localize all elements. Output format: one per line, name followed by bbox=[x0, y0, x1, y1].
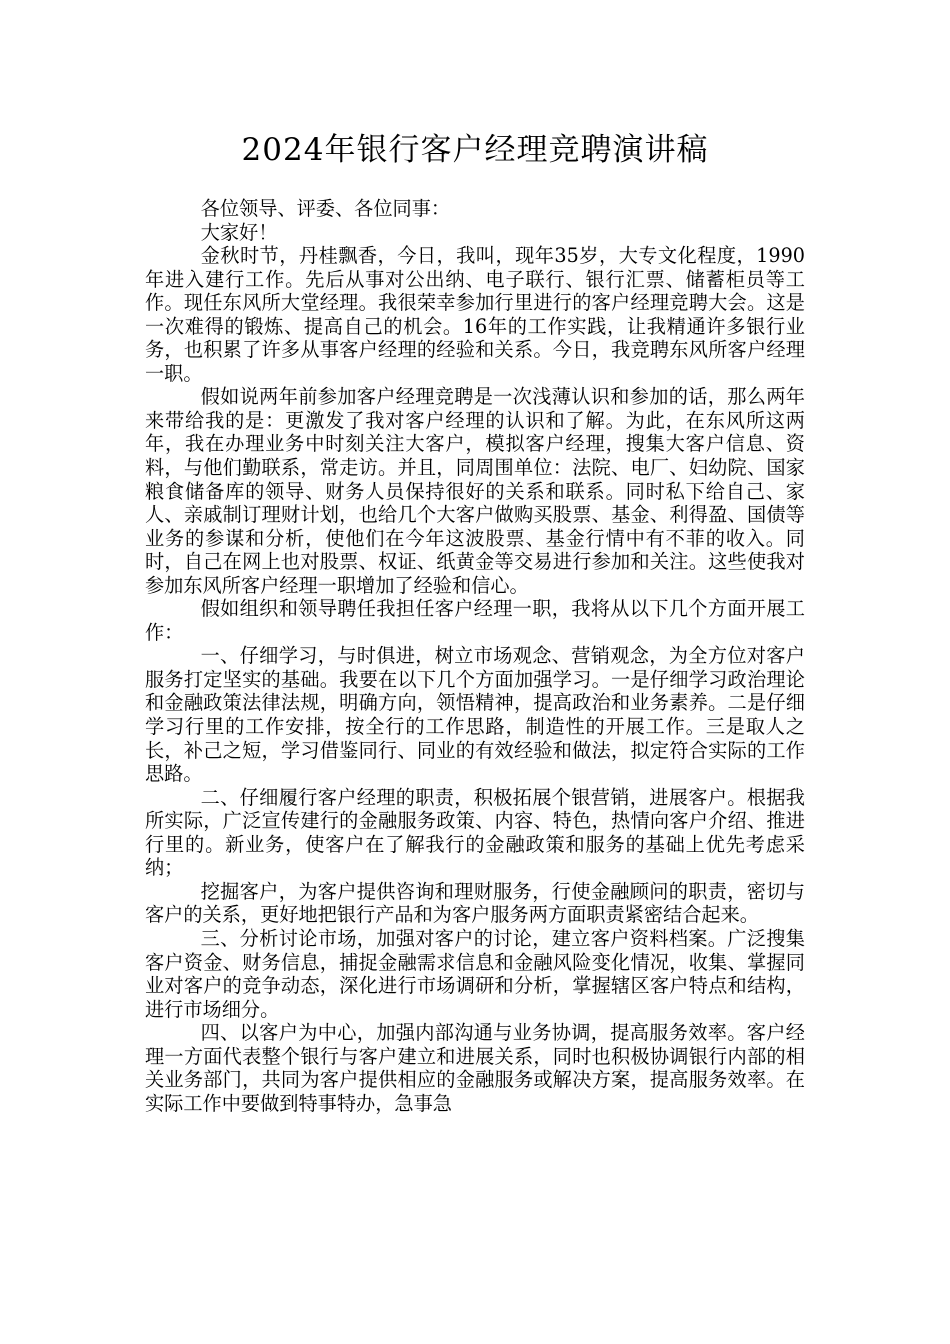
document-body bbox=[145, 197, 805, 1115]
paragraph-point-four: 四、以客户为中心，加强内部沟通与业务协调，提高服务效率。客户经理一方面代表整个银行与客户建立和进展关系，同时也积极协调银行内部的相关业务部门，共同为客户提供相应的金融服务或解决方案，提高服务效率。在实际工作中要做到特事特办，急事急 bbox=[145, 1021, 805, 1115]
paragraph-point-three: 三、分析讨论市场，加强对客户的讨论，建立客户资料档案。广泛搜集客户资金、财务信息，捕捉金融需求信息和金融风险变化情况，收集、掌握同业对客户的竞争动态，深化进行市场调研和分析，掌握辖区客户特点和结构，进行市场细分。 bbox=[145, 926, 805, 1021]
paragraph-introduction: 金秋时节，丹桂飘香，今日，我叫，现年35岁，大专文化程度，1990年进入建行工作。先后从事对公出纳、电子联行、银行汇票、储蓄柜员等工作。现任东风所大堂经理。我很荣幸参加行里进行的客户经理竞聘大会。这是一次难得的锻炼、提高自己的机会。16年的工作实践，让我精通许多银行业务，也积累了许多从事客户经理的经验和关系。今日，我竞聘东风所客户经理一职。 bbox=[145, 244, 805, 385]
paragraph-experience: 假如说两年前参加客户经理竞聘是一次浅薄认识和参加的话，那么两年来带给我的是：更激发了我对客户经理的认识和了解。为此，在东风所这两年，我在办理业务中时刻关注大客户，模拟客户经理，搜集大客户信息、资料，与他们勤联系，常走访。并且，同周围单位：法院、电厂、妇幼院、国家粮食储备库的领导、财务人员保持很好的关系和联系。同时私下给自己、家人、亲戚制订理财计划，也给几个大客户做购买股票、基金、利得盈、国债等业务的参谋和分析，使他们在今年这波股票、基金行情中有不菲的收入。同时，自己在网上也对股票、权证、纸黄金等交易进行参加和关注。这些使我对参加东风所客户经理一职增加了经验和信心。 bbox=[145, 385, 805, 597]
greeting: 大家好！ bbox=[200, 220, 278, 244]
paragraph-point-two-continued: 挖掘客户，为客户提供咨询和理财服务，行使金融顾问的职责，密切与客户的关系，更好地把银行产品和为客户服务两方面职责紧密结合起来。 bbox=[145, 879, 805, 927]
paragraph-point-one: 一、仔细学习，与时俱进，树立市场观念、营销观念，为全方位对客户服务打定坚实的基础。我要在以下几个方面加强学习。一是仔细学习政治理论和金融政策法律法规，明确方向，领悟精神，提高政治和业务素养。二是仔细学习行里的工作安排，按全行的工作思路，制造性的开展工作。三是取人之长，补己之短，学习借鉴同行、同业的有效经验和做法，拟定符合实际的工作思路。 bbox=[145, 644, 805, 786]
paragraph-point-two: 二、仔细履行客户经理的职责，积极拓展个银营销，进展客户。根据我所实际，广泛宣传建行的金融服务政策、内容、特色，热情向客户介绍、推进行里的。新业务，使客户在了解我行的金融政策和服务的基础上优先考虑采纳； bbox=[145, 785, 805, 880]
document-title: 2024年银行客户经理竞聘演讲稿 bbox=[241, 132, 709, 168]
paragraph-plan-intro: 假如组织和领导聘任我担任客户经理一职，我将从以下几个方面开展工作： bbox=[145, 597, 805, 644]
salutation: 各位领导、评委、各位同事： bbox=[200, 197, 451, 220]
